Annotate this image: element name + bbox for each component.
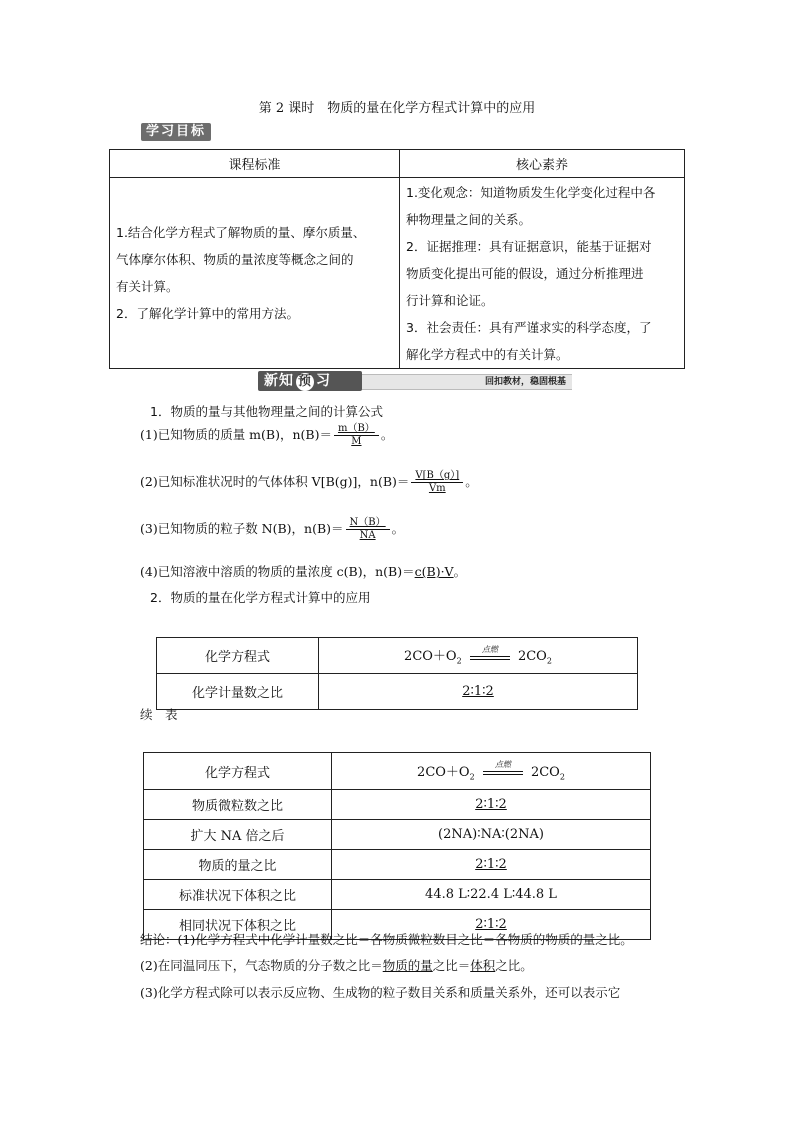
eq-part: 2CO＋O (417, 764, 470, 780)
banner-text: 习 (316, 373, 331, 389)
period: 。 (465, 474, 478, 489)
continued-label: 续 表 (140, 707, 178, 722)
row-value (332, 820, 651, 850)
equation-table (156, 637, 638, 710)
formula-answer: c(B)·V (414, 564, 454, 579)
condition-text: 点燃 (494, 760, 511, 770)
objectives-header-standard: 课程标准 (110, 150, 400, 178)
fraction (334, 423, 379, 448)
fraction-numerator: V[B（g）] (415, 470, 460, 481)
reaction-condition (470, 644, 510, 664)
banner-circle: 预 (297, 374, 312, 389)
table-row (144, 790, 651, 820)
banner-text: 新知 (264, 373, 294, 389)
formula-text: (2)已知标准状况时的气体体积 V[B(g)]，n(B)＝ (140, 474, 410, 489)
banner-tag: 回扣教材，稳固根基 (484, 377, 566, 387)
equation-cell (319, 638, 638, 674)
objectives-standard-cell (110, 178, 400, 369)
row-label: 化学计量数之比 (157, 674, 319, 710)
formula-concentration (140, 562, 466, 580)
conclusion-text: 之比＝ (432, 958, 471, 973)
equation-cell (332, 753, 651, 790)
table-row (144, 880, 651, 910)
row-label: 扩大 NA 倍之后 (144, 820, 332, 850)
formula-text: (1)已知物质的质量 m(B)，n(B)＝ (140, 427, 332, 442)
eq-sub: 2 (559, 772, 565, 782)
conclusion-3: (3)化学方程式除可以表示反应物、生成物的粒子数目关系和质量关系外，还可以表示它 (140, 985, 621, 1000)
formula-particles (140, 517, 404, 542)
eq-part: 2CO (517, 649, 547, 665)
ratio-value: 2∶1∶2 (475, 917, 507, 932)
banner-bar (354, 374, 572, 390)
standard-line: 2．了解化学计算中的常用方法。 (116, 306, 299, 321)
fraction (346, 517, 390, 542)
conclusion-answer: 体积 (470, 958, 496, 973)
eq-sub: 2 (546, 656, 552, 666)
standard-line: 气体摩尔体积、物质的量浓度等概念之间的 (116, 252, 354, 267)
conclusion-1: 结论：(1)化学方程式中化学计量数之比＝各物质微粒数目之比＝各物质的物质的量之比。 (140, 932, 633, 947)
table-row (157, 638, 638, 674)
row-value (332, 880, 651, 910)
table-row (157, 674, 638, 710)
table-row (144, 850, 651, 880)
conclusion-text: 之比。 (495, 958, 533, 973)
fraction-numerator: N（B） (349, 517, 386, 528)
ratio-value: 2∶1∶2 (475, 797, 507, 812)
fraction-denominator: NA (359, 530, 376, 541)
standard-line: 1.结合化学方程式了解物质的量、摩尔质量、 (116, 225, 366, 240)
eq-sub: 2 (469, 772, 475, 782)
period: 。 (380, 427, 394, 442)
reaction-condition (483, 760, 523, 779)
formula-text: (4)已知溶液中溶质的物质的量浓度 c(B)，n(B)＝ (140, 564, 415, 579)
section2-heading: 2．物质的量在化学方程式计算中的应用 (150, 590, 371, 605)
ratio-value: 2∶1∶2 (462, 684, 494, 699)
row-label: 化学方程式 (157, 638, 319, 674)
eq-sub: 2 (456, 656, 462, 666)
row-label: 物质的量之比 (144, 850, 332, 880)
formula-volume (140, 470, 478, 495)
row-value (332, 790, 651, 820)
row-value (319, 674, 638, 710)
conclusion-answer: 物质的量 (382, 958, 433, 973)
table-row (144, 820, 651, 850)
fraction (411, 470, 463, 495)
literacy-line: 物质变化提出可能的假设，通过分析推理进 (406, 265, 644, 281)
continued-table (143, 752, 651, 940)
objectives-header-literacy: 核心素养 (400, 150, 685, 178)
literacy-line: 2．证据推理：具有证据意识，能基于证据对 (406, 238, 652, 254)
row-label: 相同状况下体积之比 (144, 910, 332, 940)
learning-goals-badge: 学习目标 (141, 123, 211, 141)
eq-part: 2CO (530, 764, 560, 780)
literacy-line: 行计算和论证。 (406, 292, 494, 308)
formula-text: (3)已知物质的粒子数 N(B)，n(B)＝ (140, 521, 344, 536)
condition-text: 点燃 (481, 644, 498, 654)
literacy-line: 1.变化观念：知道物质发生化学变化过程中各 (406, 184, 656, 200)
preview-banner (258, 371, 572, 391)
row-label: 标准状况下体积之比 (144, 880, 332, 910)
period: 。 (453, 564, 467, 579)
formula-mass (140, 423, 393, 448)
literacy-line: 种物理量之间的关系。 (406, 211, 532, 227)
ratio-value: 44.8 L∶22.4 L∶44.8 L (425, 887, 557, 902)
row-label: 化学方程式 (144, 753, 332, 790)
fraction-denominator: M (351, 436, 362, 447)
literacy-line: 解化学方程式中的有关计算。 (406, 346, 569, 362)
ratio-value: (2NA)∶NA∶(2NA) (438, 827, 544, 842)
standard-line: 有关计算。 (116, 279, 179, 294)
row-value (332, 850, 651, 880)
fraction-denominator: Vm (428, 483, 446, 494)
ratio-value: 2∶1∶2 (475, 857, 507, 872)
fraction-numerator: m（B） (337, 423, 375, 434)
conclusion-text: (2)在同温同压下，气态物质的分子数之比＝ (140, 958, 383, 973)
period: 。 (391, 521, 405, 536)
objectives-literacy-cell (400, 178, 685, 369)
table-row (144, 753, 651, 790)
row-label: 物质微粒数之比 (144, 790, 332, 820)
page-title: 第 2 课时 物质的量在化学方程式计算中的应用 (258, 101, 536, 116)
banner-title (258, 371, 362, 391)
section1-heading: 1．物质的量与其他物理量之间的计算公式 (150, 404, 383, 419)
eq-part: 2CO＋O (404, 649, 457, 665)
conclusion-2 (140, 956, 533, 974)
literacy-line: 3．社会责任：具有严谨求实的科学态度，了 (406, 319, 652, 335)
objectives-table (109, 149, 685, 369)
